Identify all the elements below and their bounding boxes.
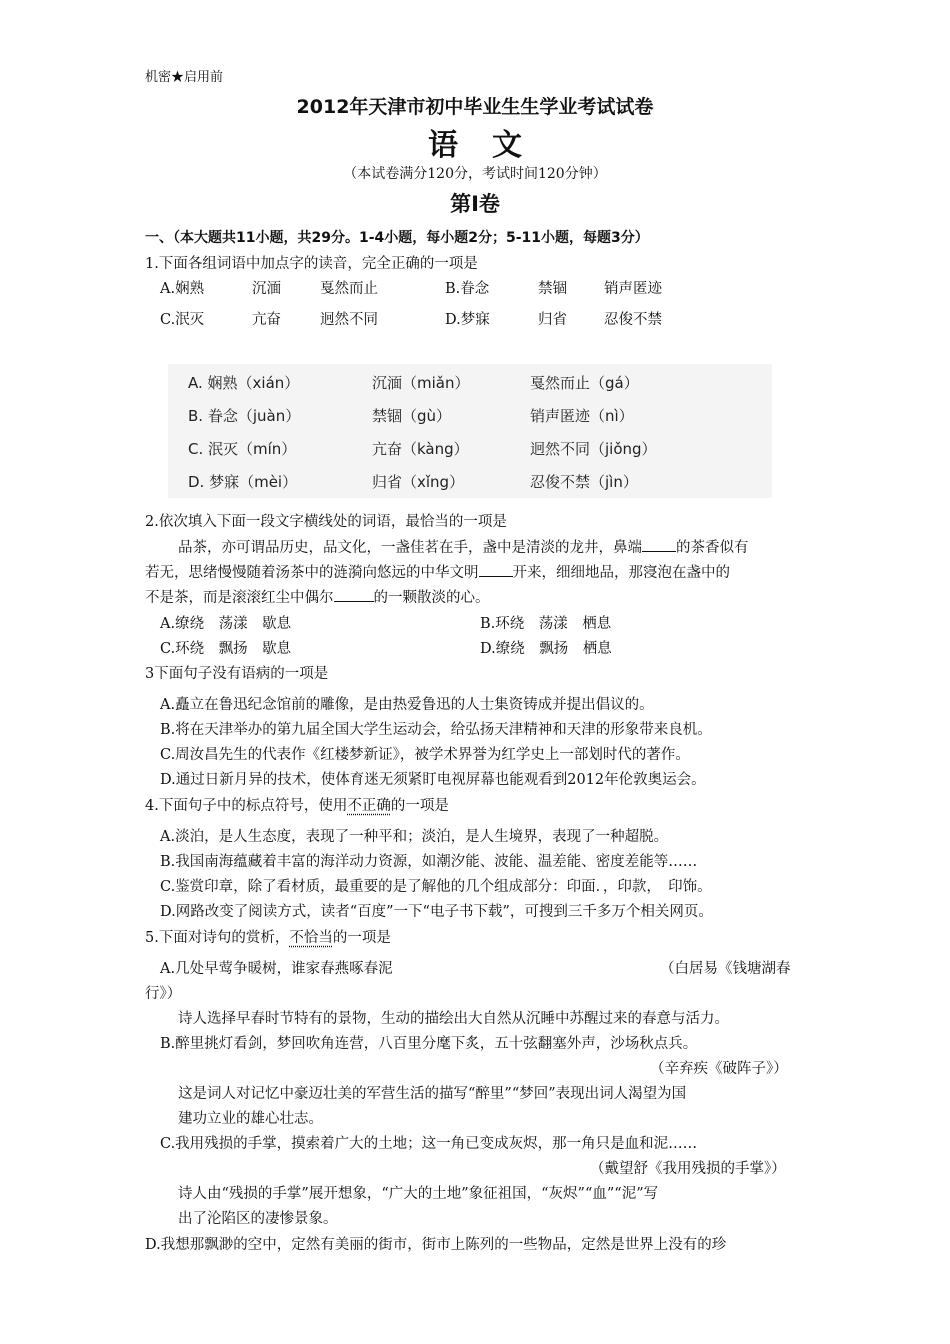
pinyin-cell: 销声匿迹（nì） [530,407,634,425]
q2-option-c: C.环绕 飘扬 歇息 [160,641,292,657]
pinyin-cell: 归省（xǐng） [372,473,465,491]
q5-option-b-analysis: 这是词人对记忆中豪迈壮美的军营生活的描写“醉里”“梦回”表现出词人渴望为国 [178,1086,687,1102]
q1-option-d3: 忍俊不禁 [604,312,662,328]
q5-stem-text: 的一项是 [332,930,391,946]
q3-option-c: C.周汝昌先生的代表作《红楼梦新证》，被学术界誉为红学史上一部划时代的著作。 [160,747,690,763]
q2-passage-text: 的茶香似有 [676,540,749,556]
q5-emphasis: 不恰当 [289,930,333,946]
q2-stem: 2.依次填入下面一段文字横线处的词语，最恰当的一项是 [145,514,507,530]
exam-note: （本试卷满分120分，考试时间120分钟） [343,166,607,182]
q2-option-d: D.缭绕 飘扬 栖息 [480,641,612,657]
q2-passage-text: 不是茶，而是滚滚红尘中偶尔 [145,590,334,606]
q5-stem [145,926,391,947]
pinyin-cell: 迥然不同（jiǒng） [530,440,657,458]
q1-option-c3: 迥然不同 [320,312,378,328]
q5-stem-text: 5.下面对诗句的赏析， [145,930,290,946]
fill-blank [479,562,513,577]
q5-option-c: C.我用残损的手掌，摸索着广大的土地；这一角已变成灰烬，那一角只是血和泥…… [160,1136,698,1152]
q5-option-b-analysis-cont: 建功立业的雄心壮志。 [178,1111,323,1127]
fill-blank [334,587,374,602]
q5-option-c-source: （戴望舒《我用残损的手掌》） [590,1161,786,1177]
q1-option-b3: 销声匿迹 [604,281,662,297]
pinyin-cell: 沉湎（miǎn） [372,374,470,392]
section-heading: 一、（本大题共11小题，共29分。1-4小题，每小题2分；5-11小题，每题3分） [145,230,649,246]
pinyin-cell: D. 梦寐（mèi） [188,473,298,491]
q4-option-c: C.鉴赏印章，除了看材质，最重要的是了解他的几个组成部分：印面．，印款， 印饰。 [160,879,712,895]
q1-option-a1: A.娴熟 [160,281,205,297]
q1-option-b1: B.眷念 [445,281,490,297]
q2-passage-text: 的一颗散淡的心。 [373,590,490,606]
pinyin-cell: 忍俊不禁（jìn） [530,473,638,491]
q4-option-d: D.网路改变了阅读方式，读者“百度”一下“电子书下载”，可搜到三千多万个相关网页。 [160,904,713,920]
q2-option-a: A.缭绕 荡漾 歇息 [160,616,292,632]
q5-option-b-source: （辛弃疾《破阵子》） [650,1061,788,1077]
pinyin-cell: 亢奋（kàng） [372,440,469,458]
q4-option-b: B.我国南海蕴藏着丰富的海洋动力资源，如潮汐能、波能、温差能、密度差能等…… [160,854,698,870]
q4-emphasis: 不正确 [347,798,391,814]
pinyin-cell: 禁锢（gù） [372,407,452,425]
q5-option-a: A.几处早莺争暖树，谁家春燕啄春泥 [160,961,393,977]
q1-option-a3: 戛然而止 [320,281,378,297]
pinyin-cell: B. 眷念（juàn） [188,407,301,425]
q5-option-a-analysis: 诗人选择早春时节特有的景物，生动的描绘出大自然从沉睡中苏醒过来的春意与活力。 [178,1011,729,1027]
q1-option-c1: C.泯灭 [160,312,205,328]
q4-stem-text: 4.下面句子中的标点符号，使用 [145,798,348,814]
q1-option-d1: D.梦寐 [445,312,490,328]
volume-title: 第Ⅰ卷 [450,192,500,216]
q2-passage-text: 开来，细细地品，那寖泡在盏中的 [512,565,730,581]
q5-option-a-source: （白居易《钱塘湖春 [660,961,791,977]
pinyin-cell: 戛然而止（gá） [530,374,639,392]
q4-stem [145,794,449,815]
q5-option-c-analysis-cont: 出了沦陷区的凄惨景象。 [178,1211,338,1227]
exam-title: 2012年天津市初中毕业生生学业考试试卷 [296,96,654,118]
q1-option-b2: 禁锢 [538,281,567,297]
q5-option-c-analysis: 诗人由“残损的手掌”展开想象，“广大的土地”象征祖国，“灰烬”“血”“泥”写 [178,1186,659,1202]
q3-option-a: A.矗立在鲁迅纪念馆前的雕像，是由热爱鲁迅的人士集资铸成并提出倡议的。 [160,697,654,713]
subject-title: 语文 [428,128,556,163]
q1-stem: 1.下面各组词语中加点字的读音，完全正确的一项是 [145,256,478,272]
q4-option-a: A.淡泊，是人生态度，表现了一种平和；淡泊，是人生境界，表现了一种超脱。 [160,829,669,845]
confidential-mark: 机密★启用前 [145,70,224,85]
q2-passage-text: 品茶，亦可谓品历史，品文化，一盏佳茗在手，盏中是清淡的龙井，鼻端 [178,540,642,556]
q3-option-d: D.通过日新月异的技术，使体育迷无须紧盯电视屏幕也能观看到2012年伦敦奥运会。 [160,772,706,788]
q2-passage-line3 [145,586,490,607]
q2-passage-text: 若无，思绪慢慢随着汤茶中的涟漪向悠远的中华文明 [145,565,479,581]
q5-option-d: D.我想那飘渺的空中，定然有美丽的街市，街市上陈列的一些物品，定然是世界上没有的珍 [145,1237,727,1253]
q3-option-b: B.将在天津举办的第九届全国大学生运动会，给弘扬天津精神和天津的形象带来良机。 [160,722,712,738]
pinyin-cell: A. 娴熟（xián） [188,374,300,392]
pinyin-answer-image [168,364,772,498]
q2-option-b: B.环绕 荡漾 栖息 [480,616,612,632]
q5-option-a-source-cont: 行》） [145,986,182,1002]
fill-blank [642,537,676,552]
q1-option-d2: 归省 [538,312,567,328]
q1-option-a2: 沉湎 [252,281,281,297]
q1-option-c2: 亢奋 [252,312,281,328]
q4-stem-text: 的一项是 [390,798,449,814]
pinyin-cell: C. 泯灭（mín） [188,440,297,458]
q2-passage-line1 [178,536,749,557]
q5-option-b: B.醉里挑灯看剑，梦回吹角连营，八百里分麾下炙，五十弦翻塞外声，沙场秋点兵。 [160,1036,698,1052]
q2-passage-line2 [145,561,730,582]
q3-stem: 3下面句子没有语病的一项是 [145,666,329,682]
